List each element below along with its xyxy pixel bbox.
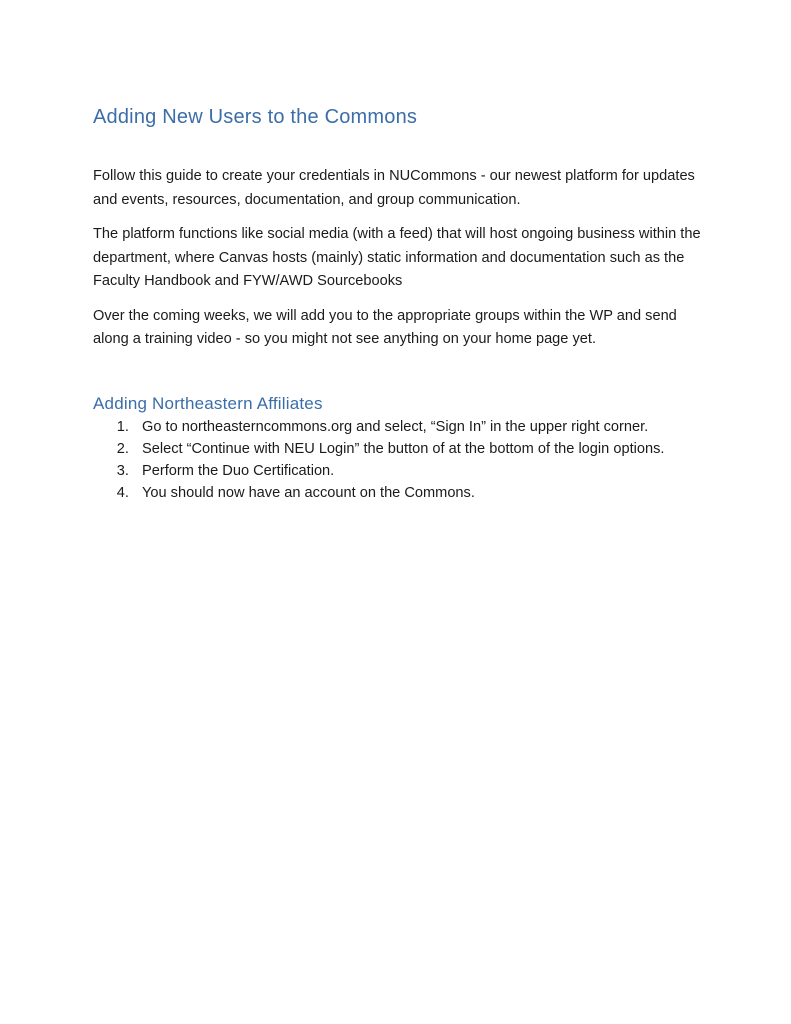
list-item: 4. You should now have an account on the Commons.: [133, 482, 701, 504]
intro-paragraph: Follow this guide to create your credentials in NUCommons - our newest platform for updates and events, resources, documentation, and group communication.: [93, 168, 695, 208]
section-heading-adding-affiliates: Adding Northeastern Affiliates: [93, 393, 323, 413]
document-title: Adding New Users to the Commons: [93, 106, 418, 128]
document-content: [93, 106, 701, 504]
platform-paragraph: The platform functions like social media (with a feed) that will host ongoing business within the department, where Canvas hosts (mainly) static information and documentation such as the Faculty Handbook and FYW/AWD Sourcebooks: [93, 226, 701, 289]
steps-list: [93, 416, 701, 504]
list-item: 3. Perform the Duo Certification.: [133, 460, 701, 482]
list-item: 1. Go to northeasterncommons.org and select, “Sign In” in the upper right corner.: [133, 416, 701, 438]
coming-weeks-paragraph: Over the coming weeks, we will add you to the appropriate groups within the WP and send along a training video - so you might not see anything on your home page yet.: [93, 307, 677, 347]
list-item: 2. Select “Continue with NEU Login” the button of at the bottom of the login options.: [133, 438, 701, 460]
